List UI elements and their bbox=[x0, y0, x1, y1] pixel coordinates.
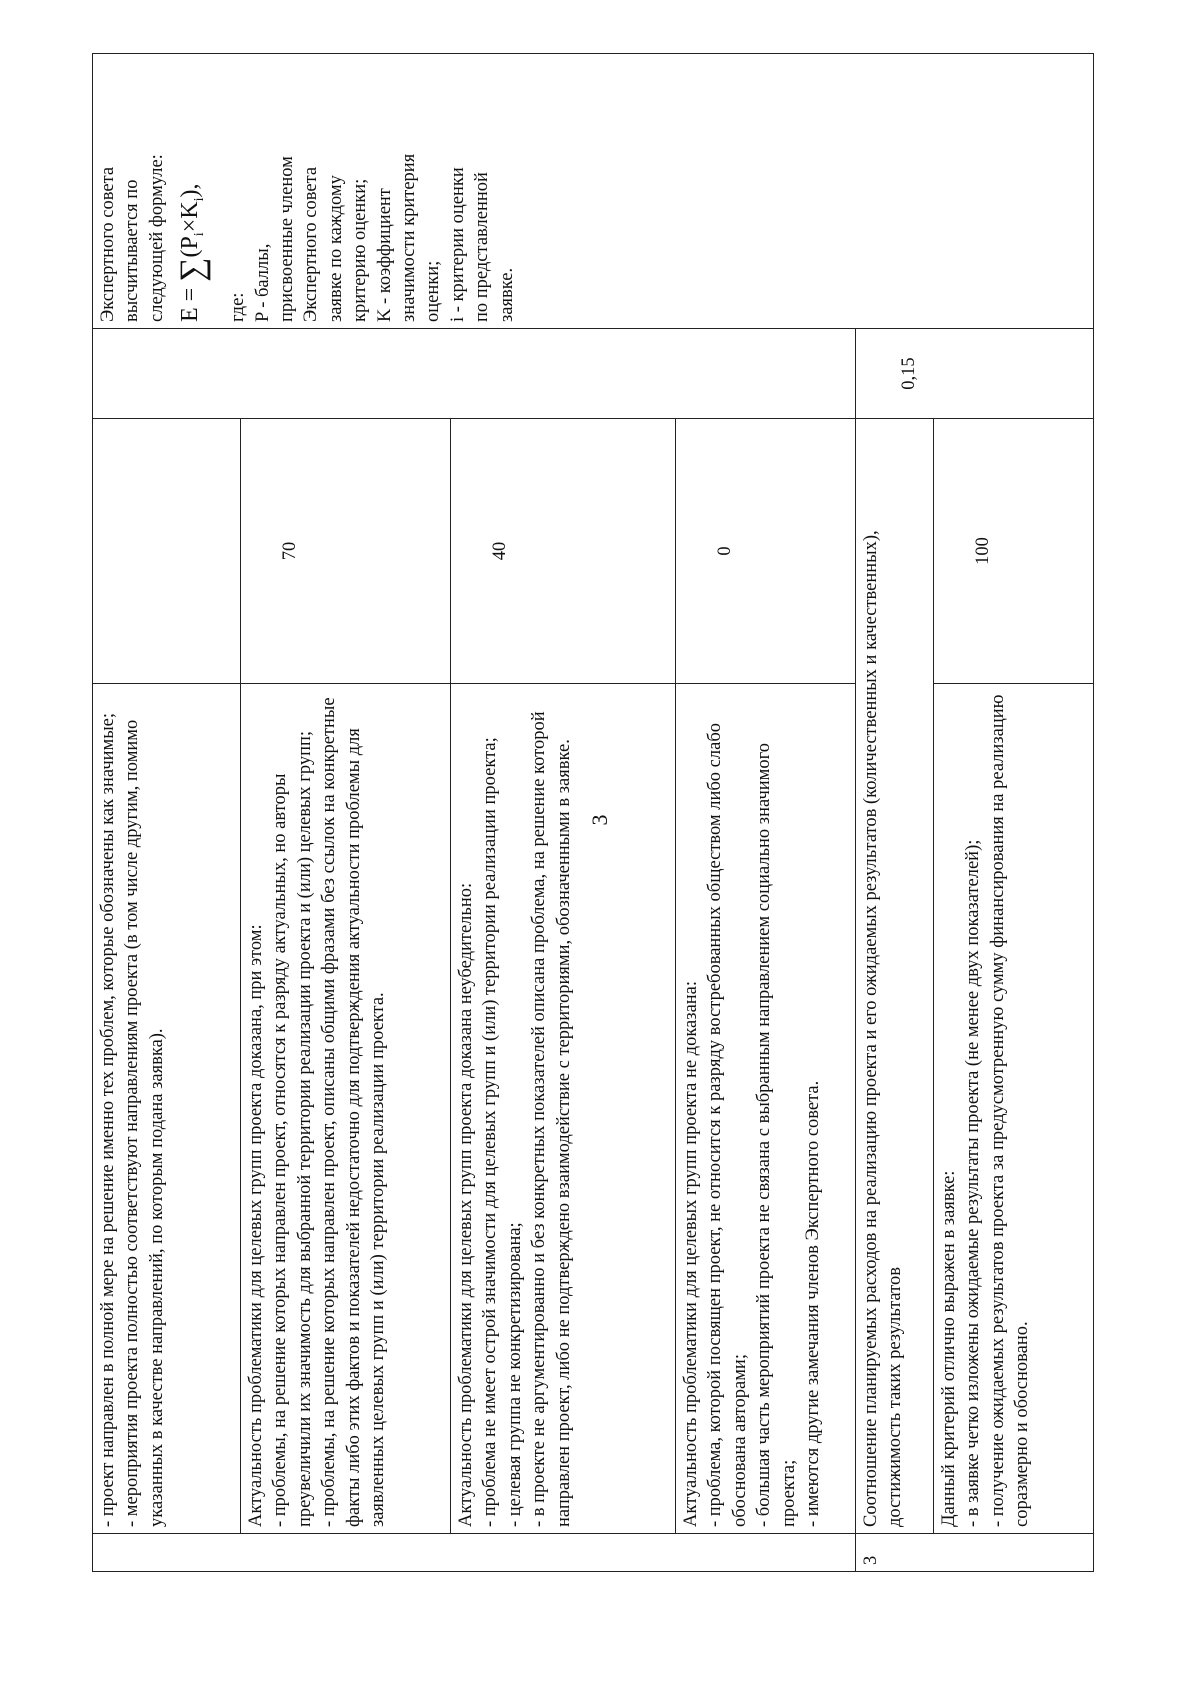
criteria-table-rotated bbox=[92, 54, 1094, 1572]
criterion-description: Актуальность проблематики для целевых групп проекта доказана, при этом: - проблемы, на решение которых направлен проект, относятся к разряду актуальных, но авторы преувеличили их значимость для выбранной территории реализации проекта и (или) целевых групп; - проблемы, на решение которых направлен проект, описаны общими фразами без ссылок на конкретные факты либо этих фактов и показателей недостаточно для подтверждения актуальности проблемы для заявленных целевых групп и (или) территории реализации проекта. bbox=[241, 684, 451, 1534]
calculation-cell: Экспертного совета высчитывается по следующей формуле: $E = \sum(P_i\times K_i)$, где: P - баллы, присвоенные членом Экспертного совета заявке по каждому критерию оценки; K - коэффициент значимости критерия оценки; i - критерии оценки по представленной заявке. bbox=[93, 54, 1094, 329]
criterion-description: Актуальность проблематики для целевых групп проекта доказана неубедительно: - проблема не имеет острой значимости для целевых групп и (или) территории реализации проекта; - целевая группа не конкретизирована; - в проекте не аргументированно и без конкретных показателей описана проблема, на решение которой направлен проект, либо не подтверждено взаимодействие с территориями, обозначенными в заявке. bbox=[451, 684, 676, 1534]
table-row bbox=[93, 54, 241, 1572]
criteria-table bbox=[92, 53, 1094, 1572]
coefficient-cell bbox=[93, 329, 856, 419]
coefficient-cell: 0,15 bbox=[856, 329, 1094, 419]
criterion-number-cell bbox=[93, 1534, 856, 1572]
score-cell: 0 bbox=[676, 419, 856, 684]
criterion-title: Соотношение планируемых расходов на реализацию проекта и его ожидаемых результатов (количественных и качественных), достижимость таких результатов bbox=[856, 419, 934, 1534]
criterion-description: Актуальность проблематики для целевых групп проекта не доказана: - проблема, которой посвящен проект, не относится к разряду востребованных обществом либо слабо обоснована авторами; - большая часть мероприятий проекта не связана с выбранным направлением социально значимого проекта; - имеются другие замечания членов Экспертного совета. bbox=[676, 684, 856, 1534]
score-cell: 70 bbox=[241, 419, 451, 684]
criterion-description: - проект направлен в полной мере на решение именно тех проблем, которые обозначены как значимые; - мероприятия проекта полностью соответствуют направлениям проекта (в том числе другим, помимо указанных в качестве направлений, по которым подана заявка). bbox=[93, 684, 241, 1534]
criterion-number: 3 bbox=[856, 1534, 1094, 1572]
score-cell bbox=[93, 419, 241, 684]
criterion-description: Данный критерий отлично выражен в заявке: - в заявке четко изложены ожидаемые результаты проекта (не менее двух показателей); - получение ожидаемых результатов проекта за предусмотренную сумму финансирования на реализацию соразмерно и обосновано. bbox=[934, 684, 1094, 1534]
page-number: 3 bbox=[587, 814, 612, 826]
score-cell: 100 bbox=[934, 419, 1094, 684]
score-cell: 40 bbox=[451, 419, 676, 684]
score-formula: $E = \sum(P_i\times K_i)$, bbox=[174, 183, 212, 322]
